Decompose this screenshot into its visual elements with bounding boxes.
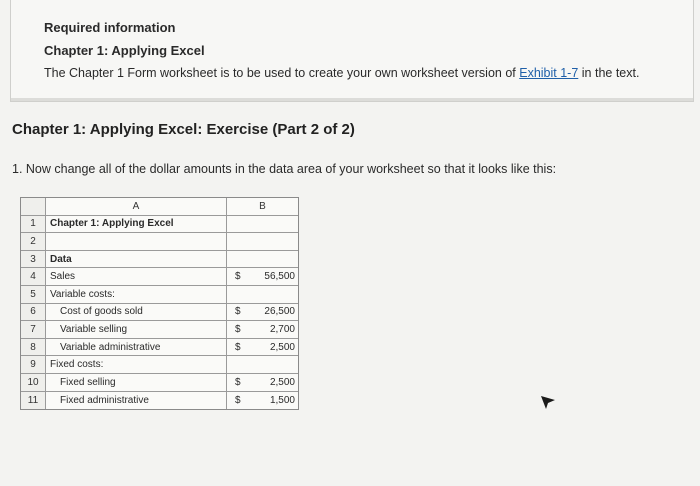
row-number: 1 <box>21 216 46 234</box>
sheet-row <box>21 339 298 357</box>
column-header-a: A <box>46 198 227 216</box>
cell-a <box>46 233 227 251</box>
sheet-row <box>21 233 298 251</box>
sheet-row <box>21 392 298 410</box>
dollar-sign: $ <box>235 306 241 318</box>
row-number: 4 <box>21 268 46 286</box>
column-header-b: B <box>227 198 298 216</box>
amount: 56,500 <box>264 271 295 283</box>
spreadsheet-image <box>20 197 299 410</box>
exercise-title: Chapter 1: Applying Excel: Exercise (Part 2 of 2) <box>12 121 355 138</box>
row-number: 9 <box>21 356 46 374</box>
sheet-row <box>21 286 298 304</box>
cell-b <box>227 321 298 339</box>
cell-a: Fixed selling <box>46 374 227 392</box>
cell-b <box>227 339 298 357</box>
dollar-sign: $ <box>235 323 241 335</box>
cell-b <box>227 251 298 269</box>
instructions-text-before: The Chapter 1 Form worksheet is to be used to create your own worksheet version of <box>44 66 520 80</box>
row-number: 8 <box>21 339 46 357</box>
cell-b <box>227 304 298 322</box>
row-number: 11 <box>21 392 46 410</box>
cell-a: Data <box>46 251 227 269</box>
cell-a: Sales <box>46 268 227 286</box>
cell-b <box>227 233 298 251</box>
cell-b <box>227 268 298 286</box>
exhibit-link[interactable]: Exhibit 1-7 <box>519 66 579 80</box>
cell-a: Cost of goods sold <box>46 304 227 322</box>
cell-a: Variable costs: <box>46 286 227 304</box>
dollar-sign: $ <box>235 376 241 388</box>
row-number: 5 <box>21 286 46 304</box>
corner-cell <box>21 198 46 216</box>
row-number: 7 <box>21 321 46 339</box>
cell-b <box>227 392 298 410</box>
amount: 1,500 <box>269 394 295 406</box>
sheet-row <box>21 356 298 374</box>
dollar-sign: $ <box>235 394 241 406</box>
cell-a: Variable administrative <box>46 339 227 357</box>
row-number: 2 <box>21 233 46 251</box>
sheet-row <box>21 374 298 392</box>
cell-b <box>227 216 298 234</box>
sheet-row <box>21 321 298 339</box>
mouse-pointer-icon <box>537 392 557 412</box>
sheet-row <box>21 268 298 286</box>
chapter-heading: Chapter 1: Applying Excel <box>44 43 205 58</box>
column-header-row <box>21 198 298 216</box>
required-information-panel <box>10 0 694 102</box>
amount: 2,500 <box>269 341 295 353</box>
dollar-sign: $ <box>235 341 241 353</box>
cell-b <box>227 356 298 374</box>
sheet-row <box>21 304 298 322</box>
row-number: 6 <box>21 304 46 322</box>
amount: 2,500 <box>269 376 295 388</box>
cell-a: Variable selling <box>46 321 227 339</box>
row-number: 3 <box>21 251 46 269</box>
instructions-text <box>44 66 639 80</box>
amount: 2,700 <box>269 323 295 335</box>
amount: 26,500 <box>264 306 295 318</box>
dollar-sign: $ <box>235 271 241 283</box>
cell-b <box>227 286 298 304</box>
instructions-text-after: in the text. <box>578 66 640 80</box>
cell-b <box>227 374 298 392</box>
cell-a: Chapter 1: Applying Excel <box>46 216 227 234</box>
cell-a: Fixed costs: <box>46 356 227 374</box>
question-text: 1. Now change all of the dollar amounts in the data area of your worksheet so that it looks like this: <box>12 162 557 176</box>
required-info-heading: Required information <box>44 20 176 35</box>
row-number: 10 <box>21 374 46 392</box>
sheet-row <box>21 251 298 269</box>
cell-a: Fixed administrative <box>46 392 227 410</box>
sheet-row <box>21 216 298 234</box>
